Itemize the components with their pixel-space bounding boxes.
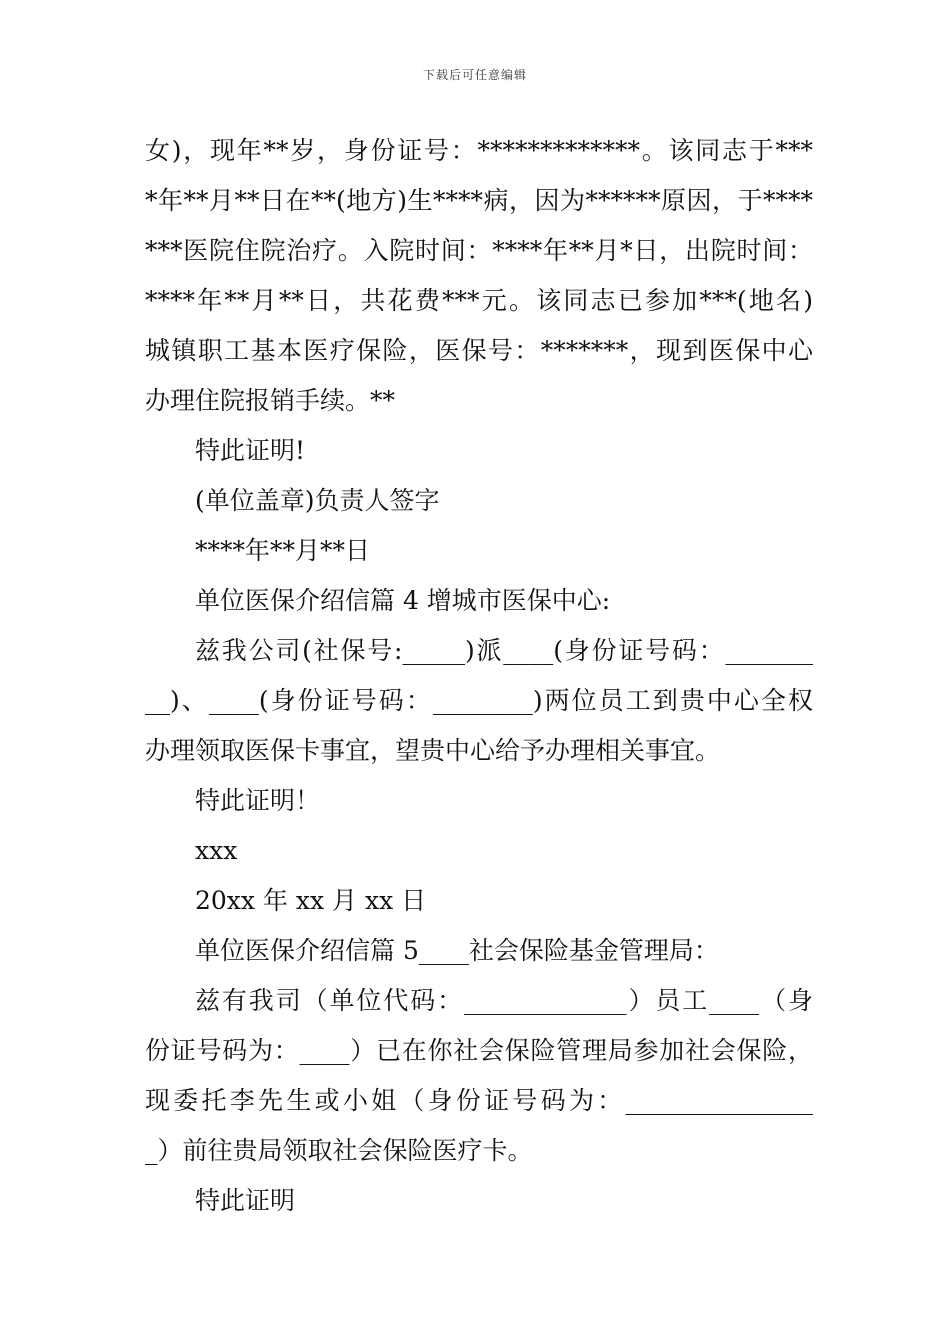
body-line: 办理住院报销手续。**: [145, 386, 396, 415]
body-line: 兹有我司（单位代码：_____________）员工____（身: [195, 986, 813, 1015]
body-line: _）前往贵局领取社会保险医疗卡。: [145, 1136, 533, 1165]
section-heading: 单位医保介绍信篇 4 增城市医保中心:: [195, 586, 611, 615]
body-line: __)、____(身份证号码：________)两位员工到贵中心全权: [145, 686, 813, 715]
body-line: 城镇职工基本医疗保险，医保号：*******，现到医保中心: [145, 336, 813, 365]
document-body: [145, 126, 813, 1226]
date-line: 20xx 年 xx 月 xx 日: [195, 886, 427, 915]
body-line: ****年**月**日，共花费***元。该同志已参加***(地名): [145, 286, 813, 315]
date-line: ****年**月**日: [195, 536, 371, 565]
certification-line: 特此证明!: [195, 436, 306, 465]
certification-line: 特此证明: [195, 1186, 296, 1215]
body-line: 办理领取医保卡事宜，望贵中心给予办理相关事宜。: [145, 736, 721, 765]
body-line: 女)，现年**岁，身份证号：*************。该同志于***: [145, 136, 813, 165]
certification-line: 特此证明！: [195, 786, 321, 815]
page-header: 下载后可任意编辑: [422, 68, 527, 82]
body-line: 份证号码为：____）已在你社会保险管理局参加社会保险，: [145, 1036, 813, 1065]
body-line: *年**月**日在**(地方)生****病，因为******原因，于****: [145, 186, 813, 215]
signature-line: (单位盖章)负责人签字: [195, 486, 440, 515]
section-heading: 单位医保介绍信篇 5____社会保险基金管理局：: [195, 936, 719, 965]
body-line: ***医院住院治疗。入院时间：****年**月*日，出院时间：: [145, 236, 813, 265]
signature-line: xxx: [195, 836, 238, 865]
body-line: 兹我公司(社保号:_____)派____(身份证号码：_______: [195, 636, 813, 665]
body-line: 现委托李先生或小姐（身份证号码为：_______________: [145, 1086, 813, 1115]
